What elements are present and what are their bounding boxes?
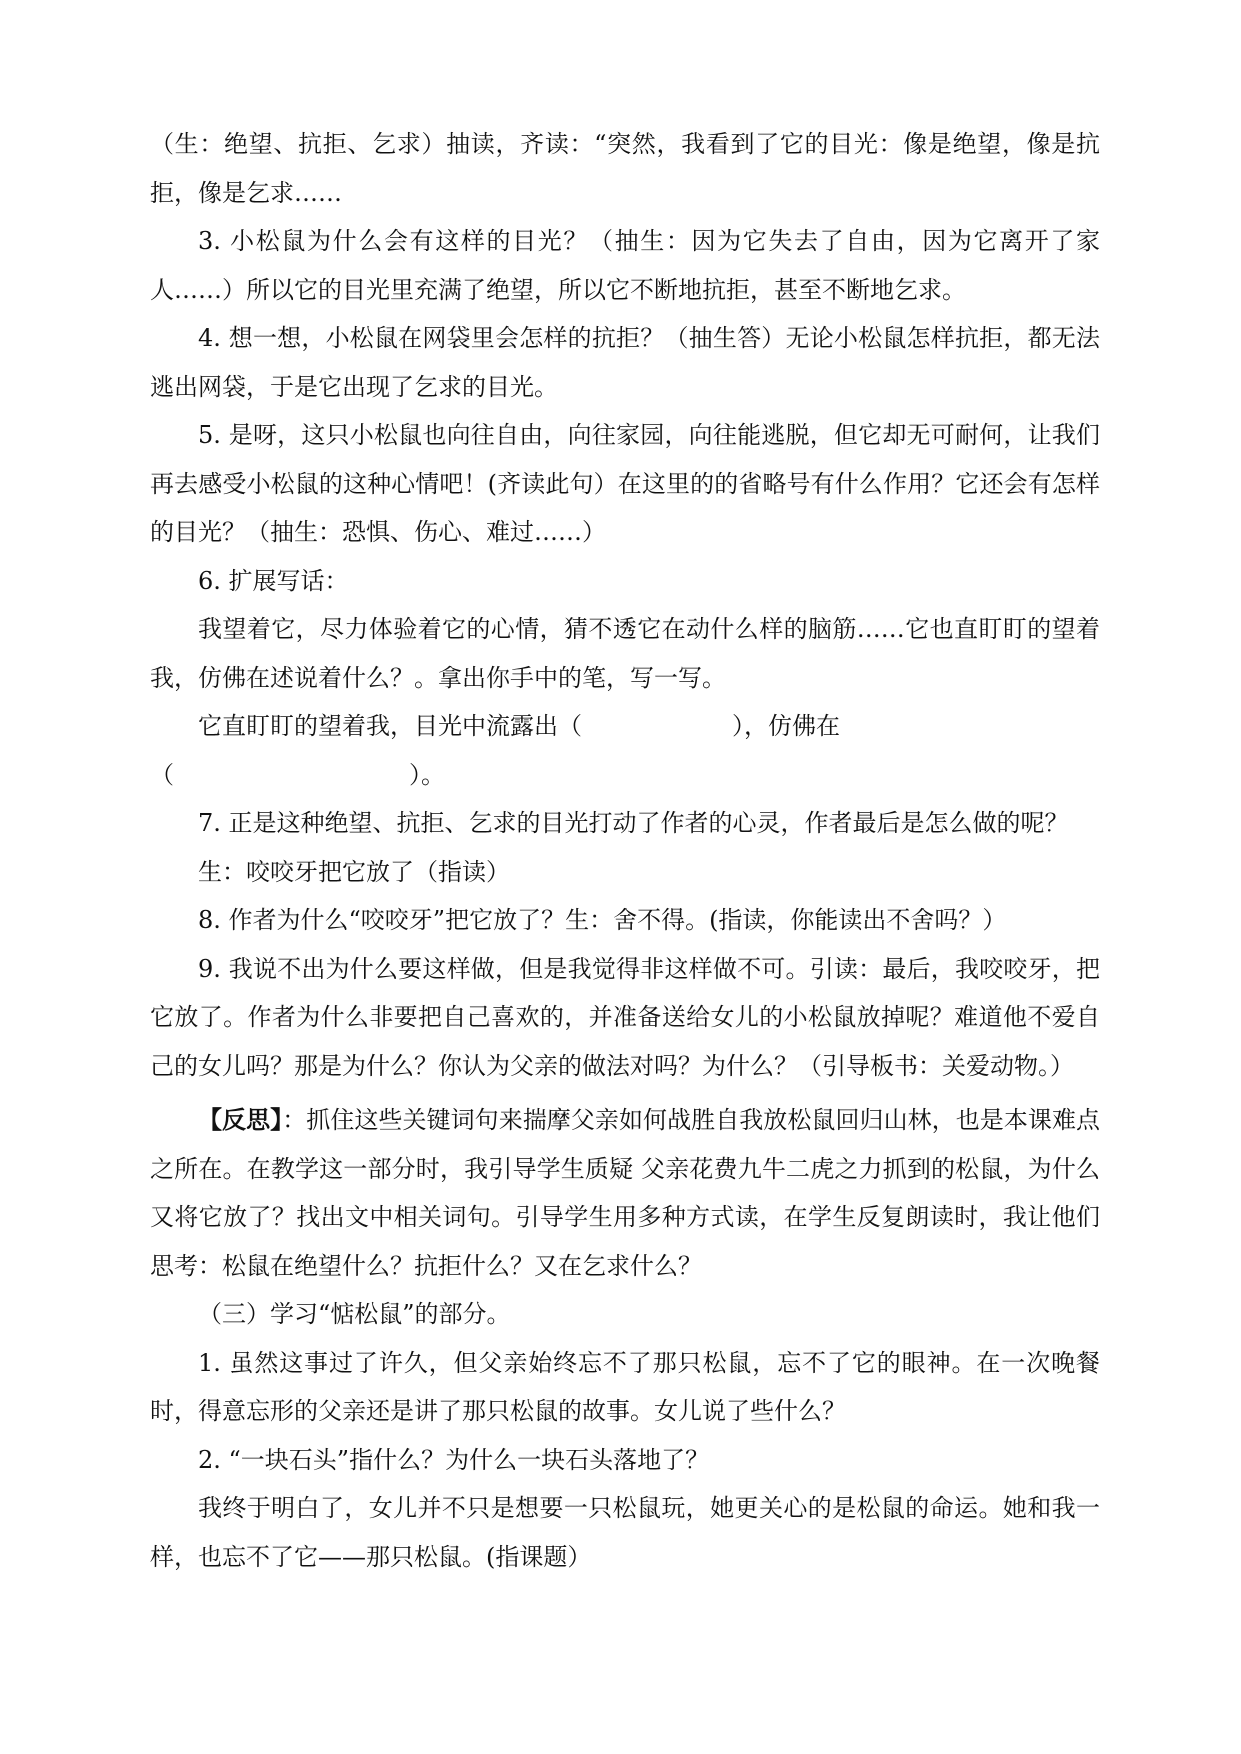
fill-in-text-b: ），仿佛在 [732, 712, 840, 740]
section-heading-3: （三）学习“惦松鼠”的部分。 [198, 1300, 511, 1328]
document-body [150, 120, 1100, 1581]
paragraph-question-8: 8. 作者为什么“咬咬牙”把它放了？生：舍不得。(指读，你能读出不舍吗？） [198, 906, 1007, 934]
paragraph-1: （生：绝望、抗拒、乞求）抽读，齐读：“突然，我看到了它的目光：像是绝望，像是抗拒，像是乞求…… [150, 130, 1100, 207]
paragraph-question-9: 9. 我说不出为什么要这样做，但是我觉得非这样做不可。引读：最后，我咬咬牙，把它放了。作者为什么非要把自己喜欢的，并准备送给女儿的小松鼠放掉呢？难道他不爱自己的女儿吗？那是为什么？你认为父亲的做法对吗？为什么？（引导板书：关爱动物。） [150, 954, 1100, 1080]
paragraph-question-3: 3. 小松鼠为什么会有这样的目光？（抽生：因为它失去了自由，因为它离开了家人……）所以它的目光里充满了绝望，所以它不断地抗拒，甚至不断地乞求。 [150, 227, 1100, 304]
paragraph-section3-q1: 1. 虽然这事过了许久，但父亲始终忘不了那只松鼠，忘不了它的眼神。在一次晚餐时，得意忘形的父亲还是讲了那只松鼠的故事。女儿说了些什么？ [150, 1348, 1100, 1425]
paragraph-question-7: 7. 正是这种绝望、抗拒、乞求的目光打动了作者的心灵，作者最后是怎么做的呢？ [198, 809, 1069, 837]
paragraph-section3-q2: 2. “一块石头”指什么？为什么一块石头落地了？ [198, 1445, 710, 1474]
fill-in-text-d: ）。 [409, 760, 445, 789]
paragraph-reflection [150, 1096, 1100, 1290]
fill-in-text-a: 它直盯盯的望着我，目光中流露出（ [198, 712, 582, 740]
paragraph-question-4: 4. 想一想，小松鼠在网袋里会怎样的抗拒？（抽生答）无论小松鼠怎样抗拒，都无法逃出网袋，于是它出现了乞求的目光。 [150, 324, 1100, 401]
reflection-text: ：抓住这些关键词句来揣摩父亲如何战胜自我放松鼠回归山林，也是本课难点之所在。在教学这一部分时，我引导学生质疑 父亲花费九牛二虎之力抓到的松鼠，为什么又将它放了？找出文中相关词句。引导学生用多种方式读，在学生反复朗读时，我让他们思考：松鼠在绝望什么？抗拒什么？又在乞求什么？ [150, 1106, 1100, 1280]
paragraph-student-answer: 生：咬咬牙把它放了（指读） [198, 857, 510, 886]
paragraph-conclusion: 我终于明白了，女儿并不只是想要一只松鼠玩，她更关心的是松鼠的命运。她和我一样，也忘不了它——那只松鼠。(指课题） [150, 1494, 1100, 1571]
paragraph-question-5: 5. 是呀，这只小松鼠也向往自由，向往家园，向往能逃脱，但它却无可耐何，让我们再去感受小松鼠的这种心情吧！(齐读此句）在这里的的省略号有什么作用？它还会有怎样的目光？（抽生：恐惧、伤心、难过……） [150, 421, 1100, 546]
paragraph-quote: 我望着它，尽力体验着它的心情，猜不透它在动什么样的脑筋……它也直盯盯的望着我，仿佛在述说着什么？。拿出你手中的笔，写一写。 [150, 615, 1100, 692]
fill-in-blank-line-2 [150, 751, 1100, 800]
paragraph-question-6: 6. 扩展写话： [198, 566, 349, 595]
fill-in-blank-line [150, 702, 1100, 751]
reflection-label: 【反思】 [198, 1105, 283, 1134]
fill-in-text-c: （ [150, 760, 174, 789]
